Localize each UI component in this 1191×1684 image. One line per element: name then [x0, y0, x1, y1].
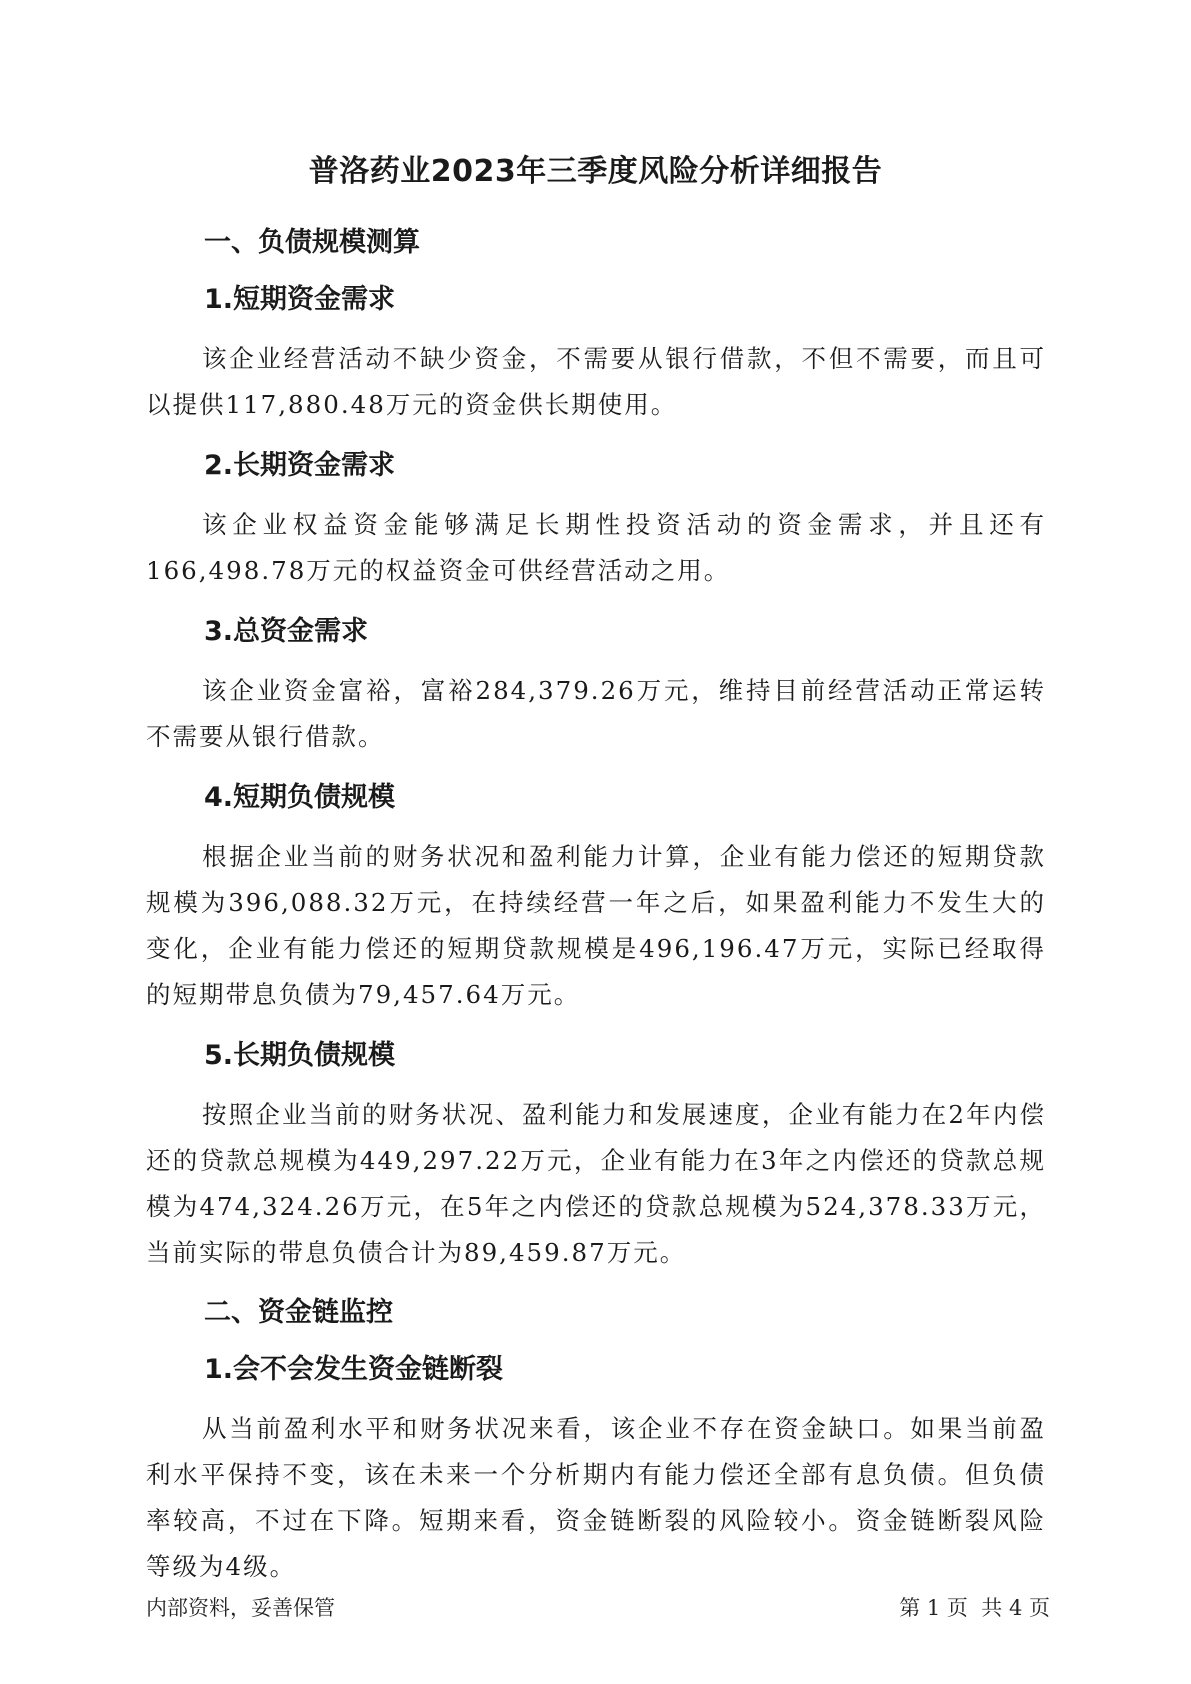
paragraph: 按照企业当前的财务状况、盈利能力和发展速度，企业有能力在2年内偿还的贷款总规模为449,297.22万元，企业有能力在3年之内偿还的贷款总规模为474,324.26万元，在5年之内偿还的贷款总规模为524,378.33万元，当前实际的带息负债合计为89,459.87万元。: [146, 1100, 1046, 1267]
paragraph: 从当前盈利水平和财务状况来看，该企业不存在资金缺口。如果当前盈利水平保持不变，该在未来一个分析期内有能力偿还全部有息负债。但负债率较高，不过在下降。短期来看，资金链断裂的风险较小。资金链断裂风险等级为4级。: [146, 1414, 1046, 1581]
document-title: 普洛药业2023年三季度风险分析详细报告: [308, 154, 883, 189]
subsection-heading: 2.长期资金需求: [204, 450, 396, 481]
subsection-heading: 1.短期资金需求: [204, 284, 396, 315]
subsection-heading: 5.长期负债规模: [204, 1040, 396, 1071]
section-heading: 一、负债规模测算: [204, 227, 420, 258]
subsection-heading: 3.总资金需求: [204, 616, 369, 647]
paragraph: 该企业资金富裕，富裕284,379.26万元，维持目前经营活动正常运转不需要从银行借款。: [146, 676, 1046, 751]
paragraph: 该企业权益资金能够满足长期性投资活动的资金需求，并且还有166,498.78万元的权益资金可供经营活动之用。: [146, 510, 1046, 585]
paragraph: 该企业经营活动不缺少资金，不需要从银行借款，不但不需要，而且可以提供117,880.48万元的资金供长期使用。: [146, 344, 1046, 419]
page-number: 第 1 页 共 4 页: [899, 1596, 1050, 1620]
confidentiality-note: 内部资料，妥善保管: [146, 1596, 335, 1620]
subsection-heading: 1.会不会发生资金链断裂: [204, 1354, 504, 1385]
document-body: [146, 222, 1046, 1606]
paragraph: 根据企业当前的财务状况和盈利能力计算，企业有能力偿还的短期贷款规模为396,088.32万元，在持续经营一年之后，如果盈利能力不发生大的变化，企业有能力偿还的短期贷款规模是496,196.47万元，实际已经取得的短期带息负债为79,457.64万元。: [146, 842, 1046, 1009]
section-heading: 二、资金链监控: [204, 1297, 393, 1328]
subsection-heading: 4.短期负债规模: [204, 782, 396, 813]
